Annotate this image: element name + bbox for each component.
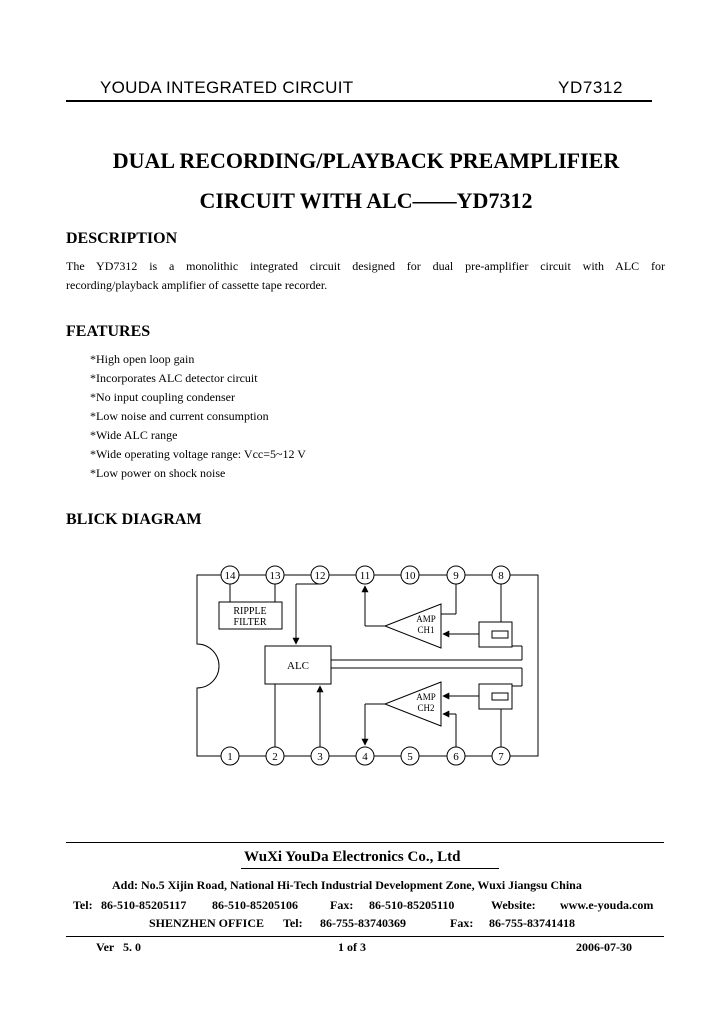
feature-item: *Wide operating voltage range: Vcc=5~12 V bbox=[90, 447, 306, 461]
description-heading: DESCRIPTION bbox=[66, 230, 178, 247]
pin-label: 5 bbox=[407, 751, 413, 763]
header-part-number: YD7312 bbox=[558, 78, 624, 97]
amp-ch2-label-2: CH2 bbox=[417, 703, 435, 713]
amp-ch1-label-2: CH1 bbox=[417, 625, 435, 635]
pin-10 bbox=[401, 566, 419, 584]
footer-address-label: Add: bbox=[112, 878, 139, 892]
block-diagram-heading: BLICK DIAGRAM bbox=[66, 511, 202, 528]
pin-label: 11 bbox=[359, 570, 371, 582]
pin-2 bbox=[266, 747, 284, 765]
pin-6 bbox=[447, 747, 465, 765]
footer-website-label: Website: bbox=[491, 898, 536, 912]
header-company: YOUDA INTEGRATED CIRCUIT bbox=[100, 78, 354, 97]
description-line-1: The YD7312 is a monolithic integrated circuit designed for dual pre-amplifier circuit with ALC for bbox=[66, 259, 665, 273]
amp-ch2-label-1: AMP bbox=[416, 692, 436, 702]
footer-sz-tel: 86-755-83740369 bbox=[320, 916, 406, 930]
alc-block bbox=[265, 584, 522, 747]
ripple-filter-label-2: FILTER bbox=[233, 617, 267, 628]
pin-9 bbox=[447, 566, 465, 584]
footer-version: Ver 5. 0 bbox=[96, 940, 141, 954]
footer-company-underline bbox=[241, 868, 499, 869]
feature-item: *Low power on shock noise bbox=[90, 466, 226, 480]
ripple-filter-label-1: RIPPLE bbox=[233, 606, 267, 617]
pin-label: 14 bbox=[224, 570, 236, 582]
footer-fax: 86-510-85205110 bbox=[369, 898, 455, 912]
feature-item: *Incorporates ALC detector circuit bbox=[90, 371, 258, 385]
pin-label: 4 bbox=[362, 751, 368, 763]
footer-date: 2006-07-30 bbox=[576, 940, 632, 954]
footer-website-link[interactable]: www.e-youda.com bbox=[560, 898, 654, 912]
feature-item: *Wide ALC range bbox=[90, 428, 178, 442]
pin-4 bbox=[356, 747, 374, 765]
alc-label: ALC bbox=[287, 660, 309, 672]
footer-tel-1: 86-510-85205117 bbox=[101, 898, 187, 912]
feature-item: *No input coupling condenser bbox=[90, 390, 235, 404]
footer-rule-top bbox=[66, 842, 664, 843]
pin-label: 10 bbox=[404, 570, 416, 582]
footer-fax-label: Fax: bbox=[330, 898, 354, 912]
pin-label: 7 bbox=[498, 751, 504, 763]
pin-label: 12 bbox=[314, 570, 326, 582]
footer-tel-2: 86-510-85205106 bbox=[212, 898, 298, 912]
pin-14 bbox=[221, 566, 239, 584]
pin-label: 2 bbox=[272, 751, 278, 763]
footer-sz-fax: 86-755-83741418 bbox=[489, 916, 575, 930]
pin-label: 9 bbox=[453, 570, 459, 582]
amp-ch2 bbox=[365, 682, 512, 747]
footer-rule-bottom bbox=[66, 936, 664, 937]
features-heading: FEATURES bbox=[66, 323, 151, 340]
pin-label: 1 bbox=[227, 751, 233, 763]
pin-7 bbox=[492, 747, 510, 765]
amp-ch1 bbox=[365, 584, 512, 648]
description-line-2: recording/playback amplifier of cassette tape recorder. bbox=[66, 278, 328, 292]
title-line-1: DUAL RECORDING/PLAYBACK PREAMPLIFIER bbox=[112, 148, 620, 173]
footer-address: No.5 Xijin Road, National Hi-Tech Industrial Development Zone, Wuxi Jiangsu China bbox=[141, 878, 582, 892]
footer-shenzhen-office: SHENZHEN OFFICE bbox=[149, 916, 265, 930]
footer-company: WuXi YouDa Electronics Co., Ltd bbox=[244, 849, 461, 865]
pin-3 bbox=[311, 747, 329, 765]
footer-page-number: 1 of 3 bbox=[338, 940, 366, 954]
footer-sz-fax-label: Fax: bbox=[450, 916, 474, 930]
feature-item: *Low noise and current consumption bbox=[90, 409, 269, 423]
title-line-2: CIRCUIT WITH ALC——YD7312 bbox=[199, 188, 533, 213]
pin-5 bbox=[401, 747, 419, 765]
pin-12 bbox=[311, 566, 329, 584]
pin-label: 8 bbox=[498, 570, 504, 582]
feature-item: *High open loop gain bbox=[90, 352, 195, 366]
pin-1 bbox=[221, 747, 239, 765]
pin-label: 6 bbox=[453, 751, 459, 763]
pin-label: 13 bbox=[269, 570, 281, 582]
footer-sz-tel-label: Tel: bbox=[283, 916, 303, 930]
ripple-filter-block bbox=[219, 584, 282, 629]
amp-ch1-label-1: AMP bbox=[416, 614, 436, 624]
pin-8 bbox=[492, 566, 510, 584]
pin-13 bbox=[266, 566, 284, 584]
footer-tel-label: Tel: bbox=[73, 898, 93, 912]
pin-label: 3 bbox=[317, 751, 323, 763]
pin-11 bbox=[356, 566, 374, 584]
